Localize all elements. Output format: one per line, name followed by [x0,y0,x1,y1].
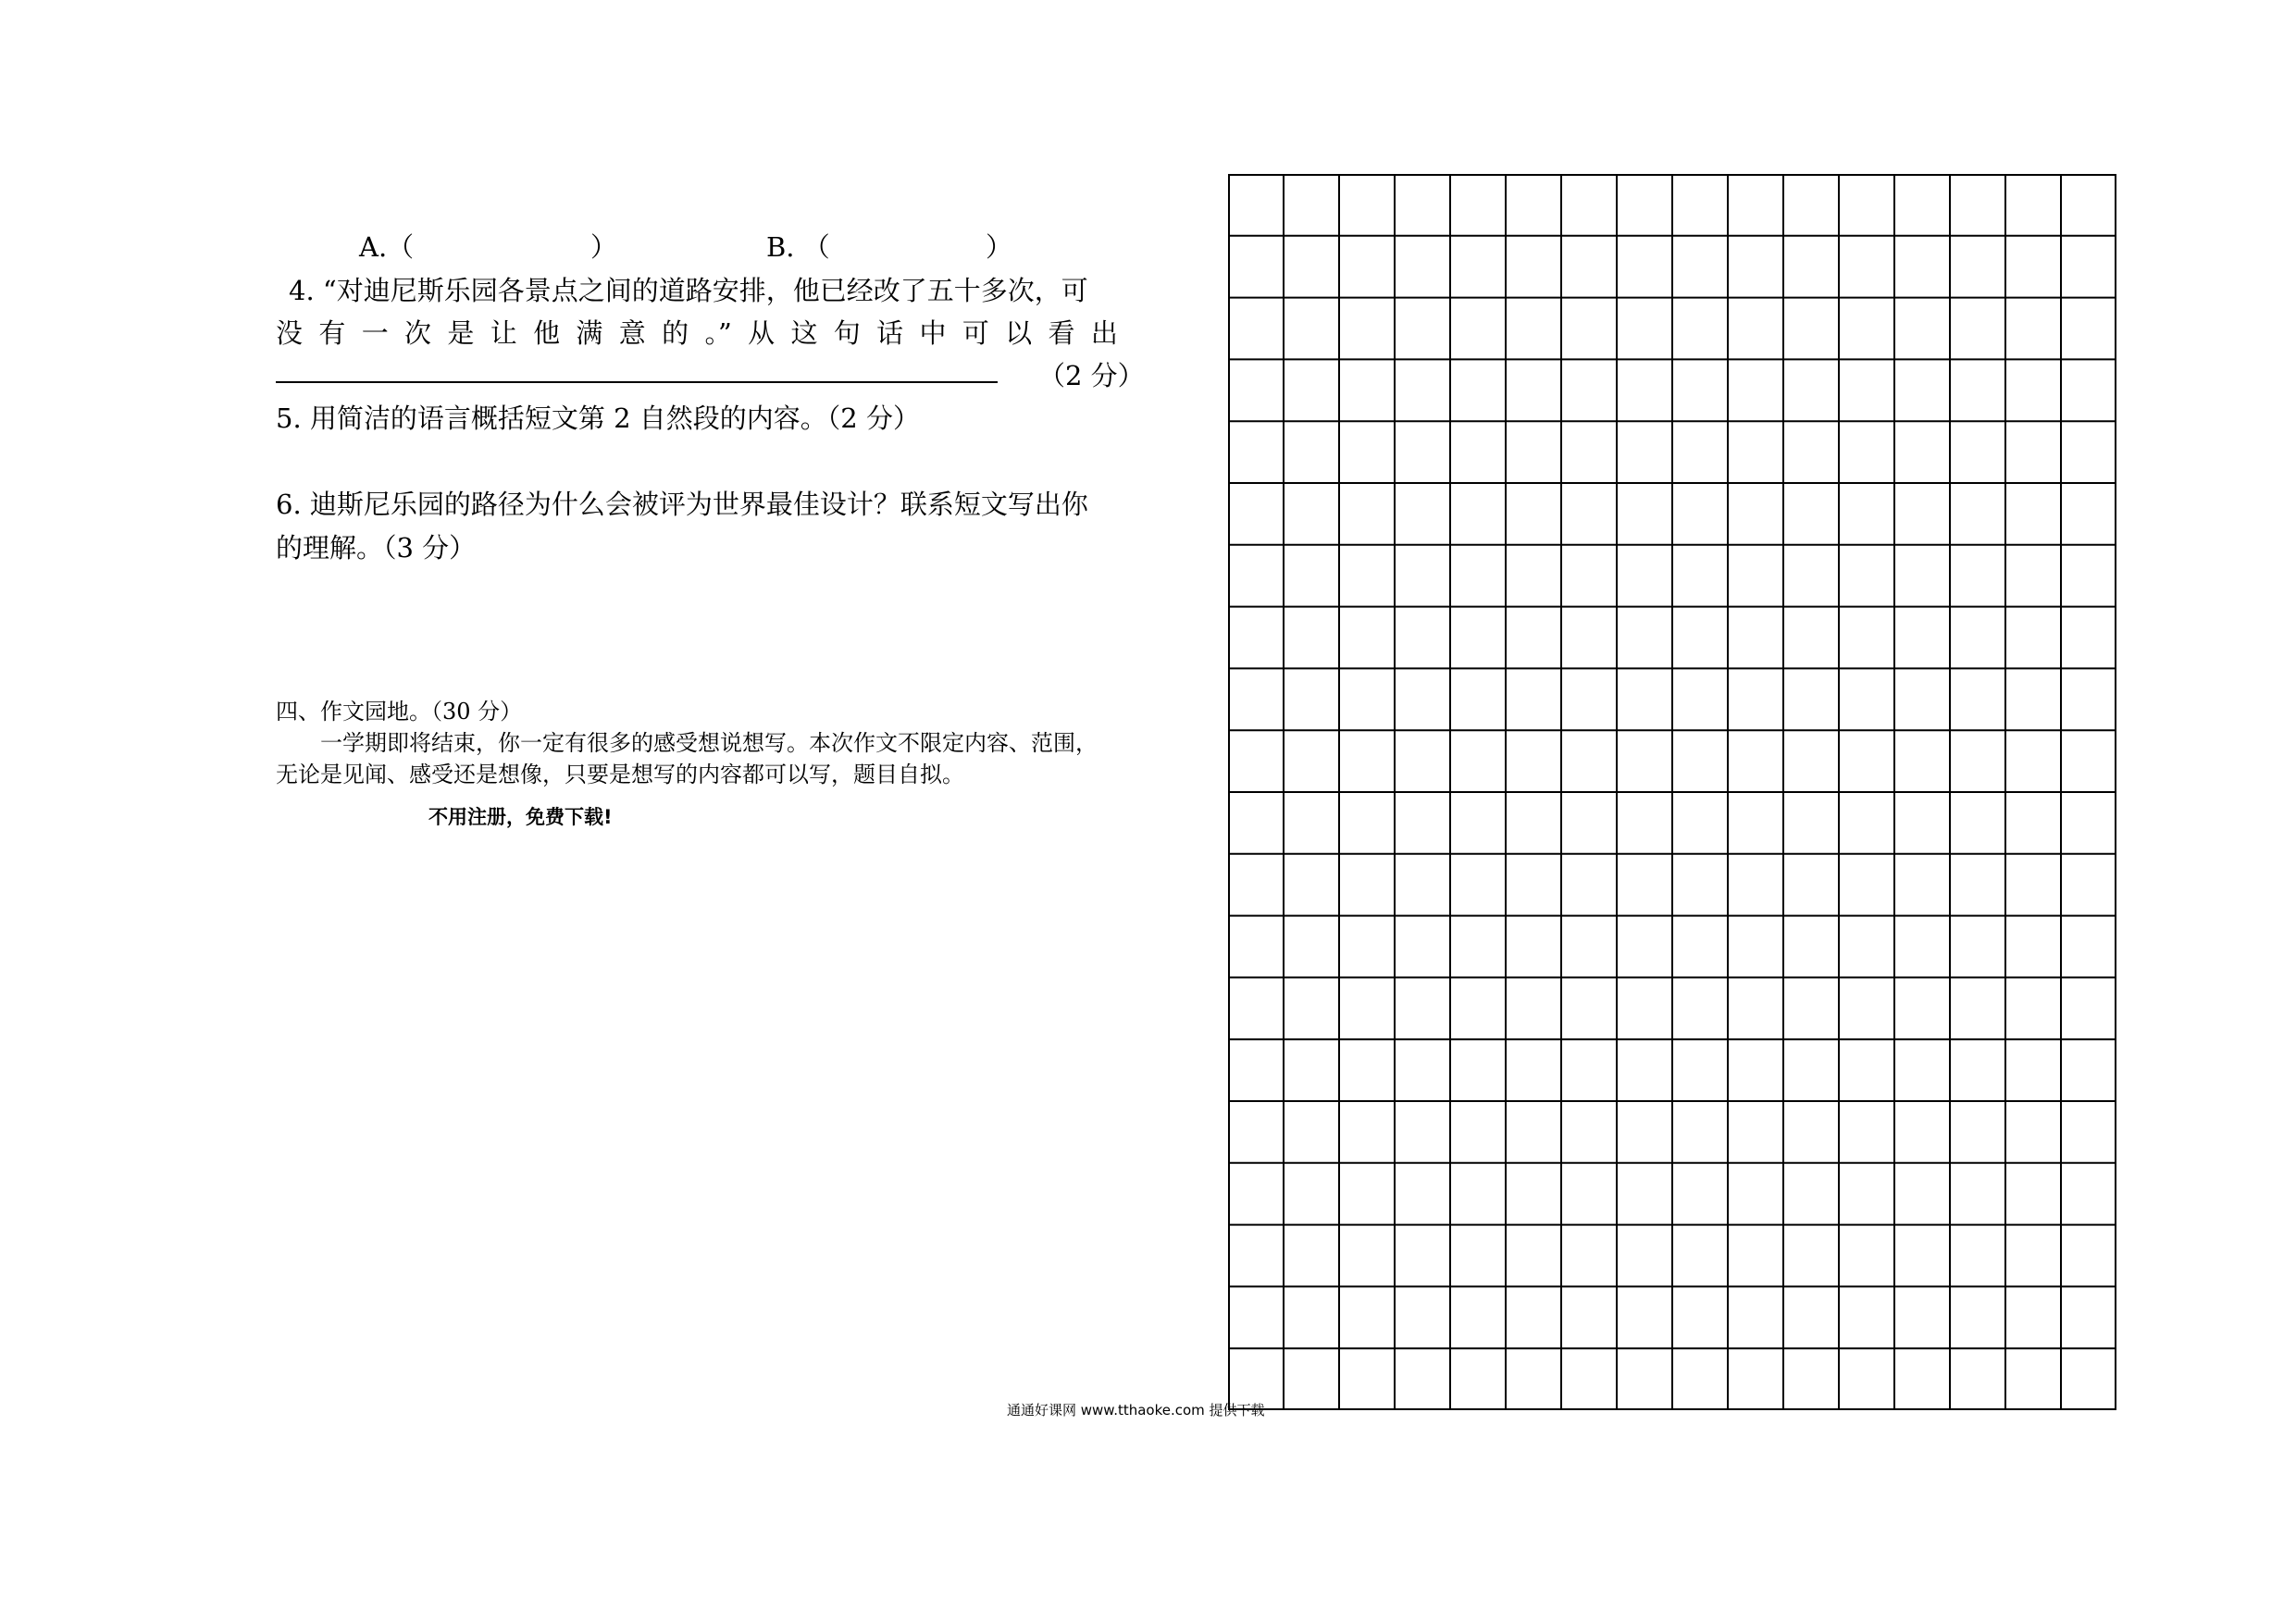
question-4-char: 的 [662,317,689,349]
writing-grid [1228,174,2116,1410]
question-4-score: （2 分） [1038,360,1145,391]
section-4-heading: 四、作文园地。（30 分） [276,699,523,725]
question-4-char: 。” [704,317,732,349]
question-4-char: 意 [618,317,646,349]
option-a-close: ） [590,231,618,263]
question-4-char: 句 [833,317,861,349]
option-b-close: ） [986,231,1013,263]
question-4-char: 满 [576,317,603,349]
question-4-line-2 [276,313,1118,351]
question-4-char: 没 [276,317,304,349]
option-b-label: B. （ [766,231,830,263]
question-4-char: 一 [361,317,389,349]
option-a-label: A.（ [359,231,415,263]
answer-line [276,381,998,383]
question-4-char: 中 [919,317,947,349]
question-4-char: 这 [790,317,818,349]
question-4-char: 让 [490,317,517,349]
section-4-line-1: 一学期即将结束，你一定有很多的感受想说想写。本次作文不限定内容、范围， [320,730,1098,756]
question-4-char: 可 [962,317,989,349]
question-4-char: 从 [748,317,776,349]
footer-text: 通通好课网 www.tthaoke.com 提供下载 [1007,1402,1265,1419]
question-4-char: 看 [1048,317,1075,349]
question-4-char: 话 [876,317,904,349]
question-4-char: 出 [1090,317,1118,349]
promo-text: 不用注册，免费下载! [428,806,613,828]
question-6-line-2: 的理解。（3 分） [276,532,477,564]
question-4-char: 他 [533,317,561,349]
section-4-line-2: 无论是见闻、感受还是想像，只要是想写的内容都可以写，题目自拟。 [276,762,964,787]
question-6-line-1: 6. 迪斯尼乐园的路径为什么会被评为世界最佳设计？联系短文写出你 [276,489,1088,520]
question-4-char: 次 [404,317,432,349]
question-4-char: 有 [318,317,346,349]
question-5-text: 5. 用简洁的语言概括短文第 2 自然段的内容。（2 分） [276,403,920,434]
question-4-char: 是 [447,317,475,349]
question-4-line-1: 4. “对迪尼斯乐园各景点之间的道路安排，他已经改了五十多次，可 [289,275,1088,306]
question-4-char: 以 [1005,317,1033,349]
